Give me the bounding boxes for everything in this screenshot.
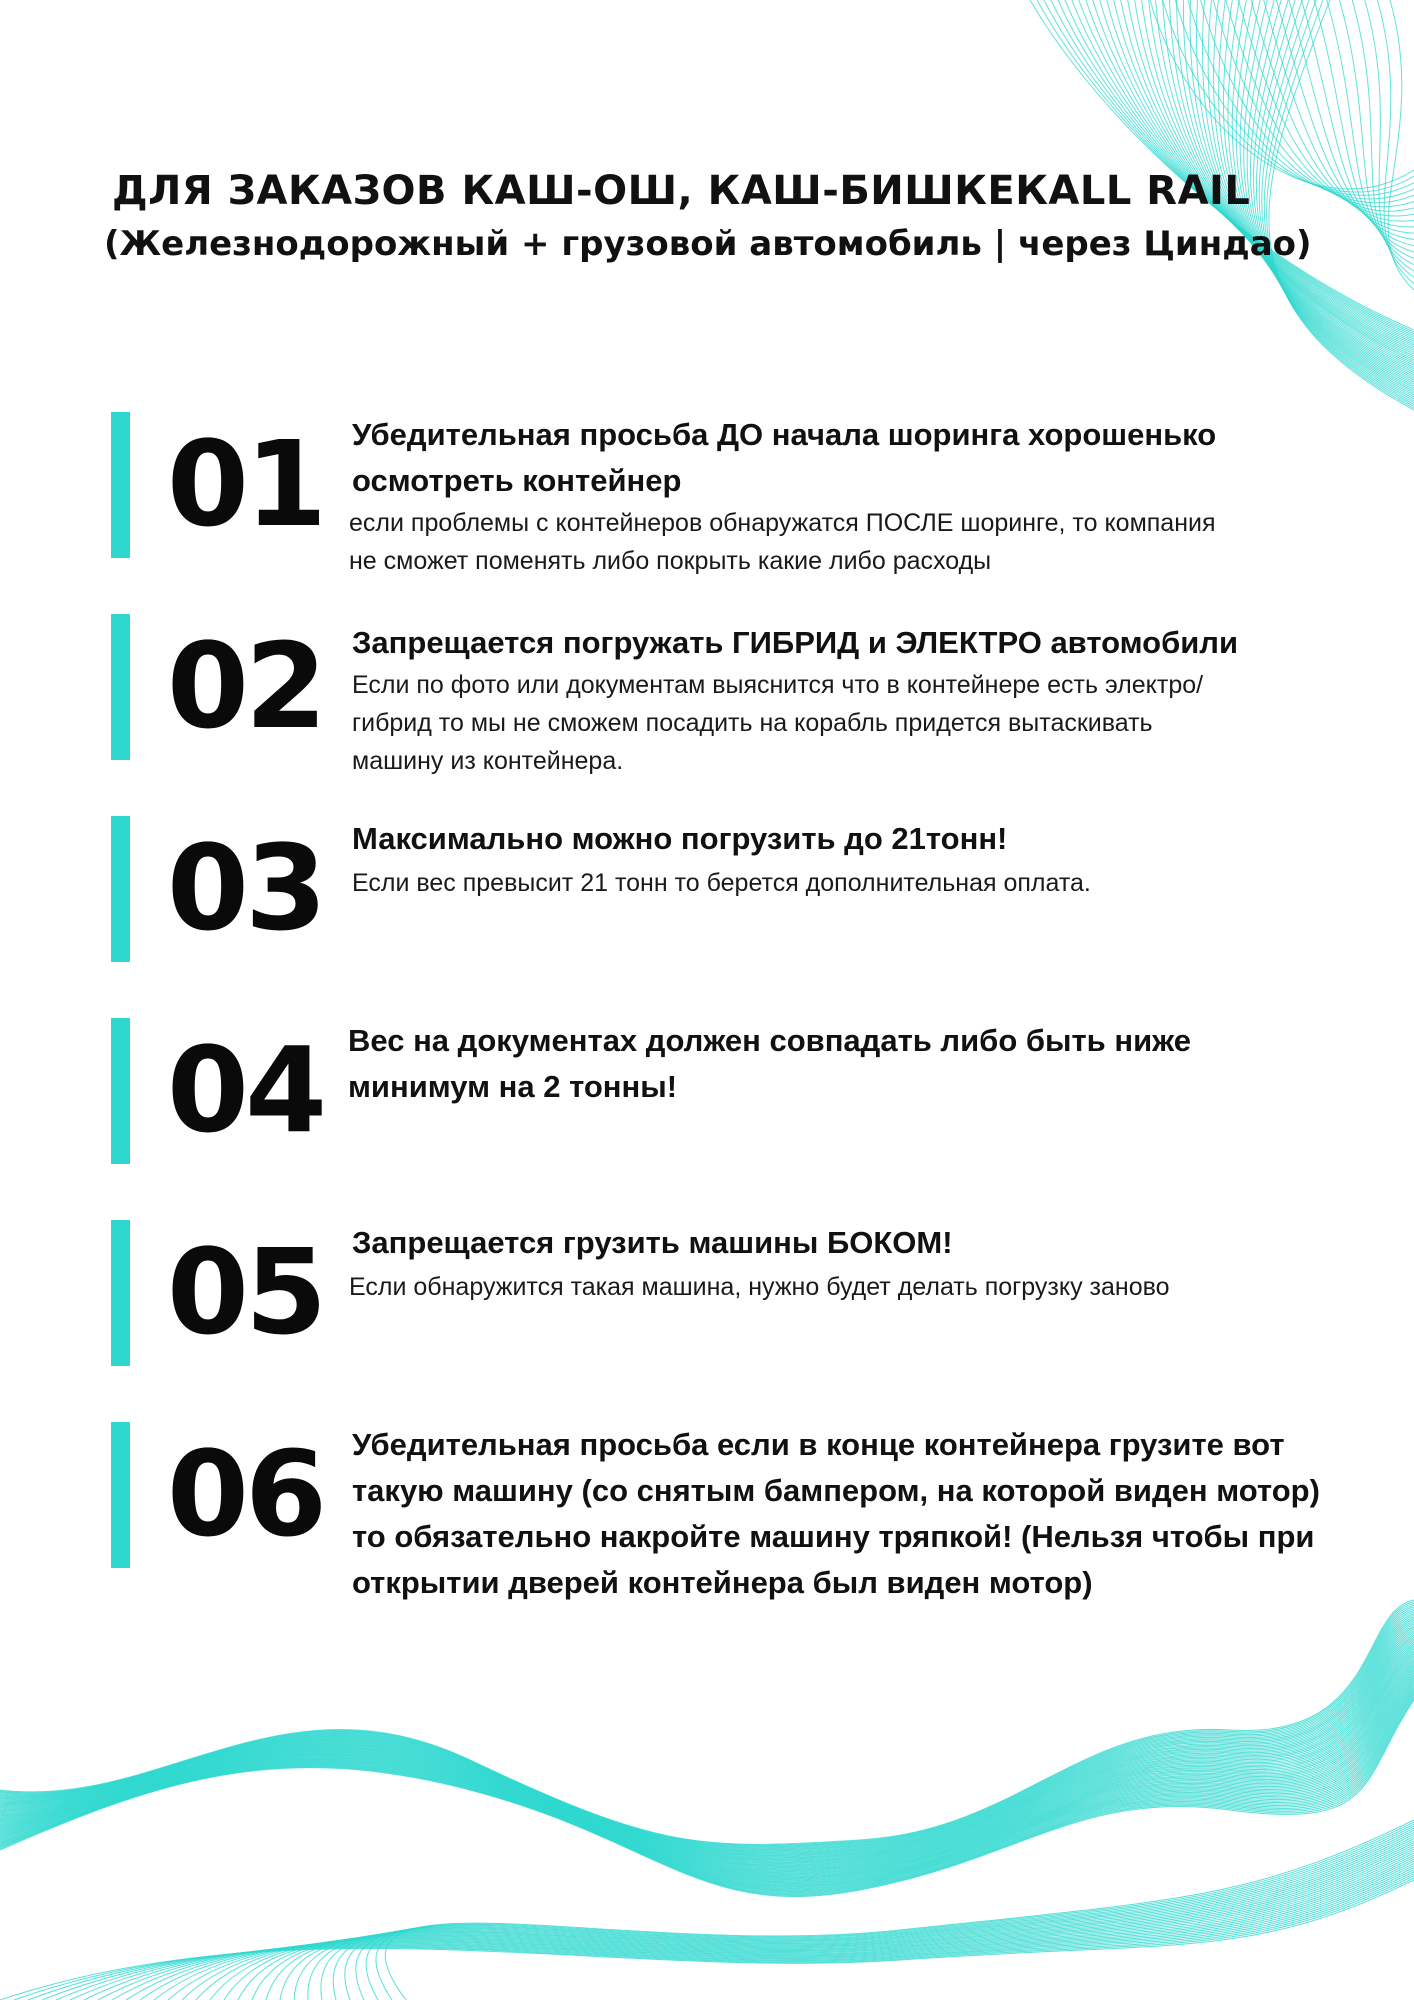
wave-line [0,1666,1414,1879]
wave-line [1352,0,1414,271]
wave-line [0,1600,1414,1844]
wave-line [0,1641,1414,1866]
rule-number: 04 [166,1021,324,1159]
wave-line [1264,0,1414,227]
wave-line [1236,0,1414,390]
rule-description: Если по фото или документам выяснится что в контейнере есть электро/гибрид то мы не сможем посадить на корабль придется вытаскивать машину из контейнера. [352,671,1204,775]
wave-line [266,1841,1414,2000]
wave-line [0,1695,1414,1894]
wave-line [182,1853,1414,2000]
wave-line [0,1690,1414,1891]
wave-line [1365,0,1414,277]
wave-line [321,1832,1414,2000]
wave-line [0,1700,1414,1897]
rule-number: 02 [166,617,324,755]
wave-line [0,1620,1414,1854]
wave-line [252,1843,1414,2000]
rule-text [352,1422,1352,1606]
wave-line [1044,0,1414,334]
rule-heading: Убедительная просьба ДО начала шоринга хорошенько осмотреть контейнер [352,417,1217,498]
wave-line [0,1649,1414,1870]
wave-line [1238,0,1414,216]
wave-line [1339,0,1414,265]
accent-bar [111,412,130,558]
wave-line [1228,0,1414,386]
rule-number: 01 [166,415,324,553]
rule-item [0,1018,1414,1168]
wave-line [0,1651,1414,1871]
wave-line [356,1826,1414,2000]
wave-line [0,1688,1414,1890]
wave-line [1256,0,1414,401]
wave-line [0,1614,1414,1852]
wave-line [0,1647,1414,1868]
wave-line [0,1671,1414,1881]
wave-line [14,1878,1414,2000]
wave-line [0,1629,1414,1859]
wave-line [0,1676,1414,1884]
wave-line [1267,0,1414,408]
wave-line [1150,0,1414,189]
wave-line [0,1683,1414,1888]
wave-line [0,1673,1414,1882]
wave-line [0,1619,1414,1854]
wave-line [294,1837,1414,2000]
wave-line [0,1642,1414,1866]
wave-line [0,1654,1414,1872]
wave-line [1377,0,1414,284]
wave-line [1240,0,1414,391]
rule-heading: Максимально можно погрузить до 21тонн! [352,821,1008,856]
wave-line [98,1866,1414,2000]
wave-line [1289,0,1414,239]
wave-line [126,1861,1414,2000]
wave-line [0,1615,1414,1852]
wave-line [0,1646,1414,1868]
wave-line [1226,0,1414,211]
rule-text [348,1018,1348,1110]
accent-bar [111,1018,130,1164]
wave-line [224,1847,1414,2000]
wave-line [112,1863,1414,2000]
wave-line [0,1686,1414,1889]
rule-description: если проблемы с контейнеров обнаружатся ПОСЛЕ шоринге, то компания не сможет поменять либо покрыть какие либо расходы [349,509,1216,575]
wave-line [168,1855,1414,2000]
wave-line [0,1602,1414,1846]
page-subtitle: (Железнодорожный + грузовой автомобиль | через Циндао) [104,224,1312,264]
wave-line [280,1839,1414,2000]
wave-line [0,1693,1414,1893]
wave-line [0,1663,1414,1877]
wave-line [1253,0,1414,399]
wave-line [0,1605,1414,1847]
wave-line [0,1608,1414,1848]
page-title: ДЛЯ ЗАКАЗОВ КАШ-ОШ, КАШ-БИШКЕКALL RAIL [112,168,1251,214]
wave-line [0,1625,1414,1857]
wave-line [0,1681,1414,1886]
wave-line [0,1631,1414,1860]
wave-line [0,1627,1414,1858]
accent-bar [111,816,130,962]
rule-heading: Запрещается погружать ГИБРИД и ЭЛЕКТРО автомобили [352,625,1239,660]
rule-item [0,816,1414,966]
wave-line [0,1607,1414,1848]
rule-item [0,1220,1414,1370]
wave-line [0,1653,1414,1872]
wave-line [333,1830,1414,2000]
wave-line [0,1685,1414,1889]
wave-line [0,1610,1414,1849]
wave-line [0,1680,1414,1886]
wave-line [0,1603,1414,1846]
wave-line [210,1849,1414,2000]
wave-line [1223,0,1414,384]
wave-line [1244,0,1414,393]
wave-line [56,1872,1414,2000]
wave-line [0,1658,1414,1875]
wave-line [0,1669,1414,1880]
wave-line [0,1632,1414,1861]
rule-text [352,816,1352,902]
wave-line [345,1828,1414,2000]
wave-line [0,1678,1414,1885]
wave-line [0,1656,1414,1873]
rule-description: Если вес превысит 21 тонн то берется дополнительная оплата. [352,869,1091,897]
wave-line [0,1664,1414,1877]
wave-line [1247,0,1414,395]
wave-line [376,1822,1414,2000]
wave-line [84,1868,1414,2000]
wave-line [1264,0,1414,406]
wave-line [0,1617,1414,1853]
wave-line [42,1874,1414,2000]
rule-text [352,620,1352,780]
rule-text [349,1220,1352,1306]
wave-line [0,1622,1414,1856]
wave-line [1163,0,1414,192]
rule-heading: Вес на документах должен совпадать либо быть ниже минимум на 2 тонны! [348,1023,1191,1104]
wave-line [0,1661,1414,1876]
rule-number: 06 [166,1425,324,1563]
wave-line [385,1820,1414,2000]
wave-line [1269,0,1414,410]
wave-line [70,1870,1414,2000]
wave-line [0,1644,1414,1867]
wave-line [308,1834,1414,2000]
rule-heading: Запрещается грузить машины БОКОМ! [352,1225,953,1260]
wave-line [238,1845,1414,2000]
rule-number: 03 [166,819,324,957]
wave-line [28,1876,1414,2000]
wave-line [0,1639,1414,1864]
wave-line [0,1692,1414,1893]
wave-line [0,1668,1414,1880]
accent-bar [111,1220,130,1366]
wave-line [1259,0,1414,403]
wave-line [1037,0,1414,332]
rule-number: 05 [166,1223,324,1361]
rule-description: Если обнаружится такая машина, нужно будет делать погрузку заново [349,1273,1170,1301]
wave-line [0,1659,1414,1875]
accent-bar [111,1422,130,1568]
wave-line [0,1698,1414,1895]
wave-line [1251,0,1414,221]
wave-line [0,1697,1414,1895]
wave-line [1314,0,1414,252]
wave-line [1030,0,1414,330]
wave-line [366,1824,1414,2000]
wave-line [154,1857,1414,2000]
wave-line [0,1675,1414,1884]
wave-line [196,1851,1414,2000]
wave-line [1232,0,1414,388]
wave-line [1250,0,1414,397]
wave-line [0,1624,1414,1857]
wave-line [0,1637,1414,1863]
wave-line [1327,0,1414,258]
bottom-wave-lines [0,1600,1414,2000]
wave-line [0,1612,1414,1850]
accent-bar [111,614,130,760]
wave-line [1262,0,1414,404]
rule-text [349,412,1352,580]
rule-item [0,614,1414,775]
wave-line [1175,0,1414,195]
wave-line [0,1634,1414,1862]
wave-line [1276,0,1414,233]
wave-line [140,1859,1414,2000]
rule-item [0,412,1414,575]
rule-heading: Убедительная просьба если в конце контейнера грузите вот такую машину (со снятым бампером, на которой виден мотор) то обязательно накройте машину тряпкой! (Нельзя чтобы при открытии дверей контейнера был виден мотор) [352,1427,1320,1600]
wave-line [1302,0,1414,246]
wave-line [0,1880,1414,2000]
rule-item [0,1422,1414,1600]
wave-line [1388,0,1414,290]
wave-line [0,1636,1414,1863]
